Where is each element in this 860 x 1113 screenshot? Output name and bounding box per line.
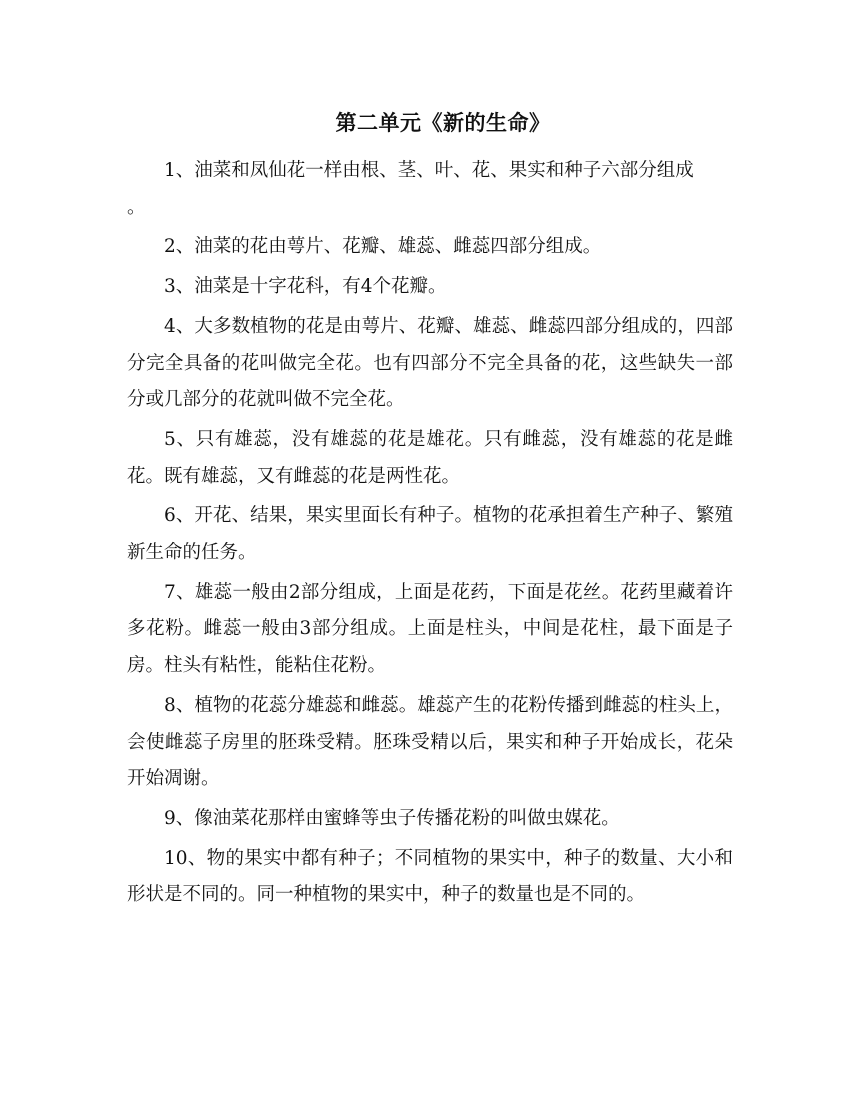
paragraph-text: 9、像油菜花那样由蜜蜂等虫子传播花粉的叫做虫媒花。 [164,807,620,829]
page-title: 第二单元《新的生命》 [335,110,551,135]
paragraph-6 [127,498,733,571]
paragraph-8 [127,688,733,798]
paragraph-3 [127,269,733,306]
paragraph-text: 6、开花、结果，果实里面长有种子。植物的花承担着生产种子、繁殖新生命的任务。 [127,505,733,564]
paragraph-text: 2、油菜的花由萼片、花瓣、雄蕊、雌蕊四部分组成。 [164,236,602,258]
document-body [127,153,733,917]
paragraph-text: 1、油菜和凤仙花一样由根、茎、叶、花、果实和种子六部分组成 [164,160,694,181]
paragraph-2 [127,229,733,266]
paragraph-5 [127,422,733,495]
paragraph-7 [127,575,733,685]
paragraph-text: 5、只有雄蕊，没有雄蕊的花是雄花。只有雌蕊，没有雄蕊的花是雌花。既有雄蕊，又有雌蕊的花是两性花。 [127,428,733,487]
paragraph-text: 4、大多数植物的花是由萼片、花瓣、雄蕊、雌蕊四部分组成的，四部分完全具备的花叫做完全花。也有四部分不完全具备的花，这些缺失一部分或几部分的花就叫做不完全花。 [127,315,733,411]
paragraph-9 [127,801,733,838]
paragraph-4 [127,309,733,419]
paragraph-1 [127,153,733,226]
paragraph-tail: 。 [127,196,146,218]
paragraph-text: 3、油菜是十字花科，有4个花瓣。 [164,276,447,298]
paragraph-text: 8、植物的花蕊分雄蕊和雌蕊。雄蕊产生的花粉传播到雌蕊的柱头上，会使雌蕊子房里的胚珠受精。胚珠受精以后，果实和种子开始成长，花朵开始凋谢。 [127,694,733,790]
paragraph-text: 7、雄蕊一般由2部分组成，上面是花药，下面是花丝。花药里藏着许多花粉。雌蕊一般由3部分组成。上面是柱头，中间是花柱，最下面是子房。柱头有粘性，能粘住花粉。 [127,581,733,677]
paragraph-text: 10、物的果实中都有种子；不同植物的果实中，种子的数量、大小和形状是不同的。同一种植物的果实中，种子的数量也是不同的。 [127,847,733,906]
paragraph-10 [127,841,733,914]
